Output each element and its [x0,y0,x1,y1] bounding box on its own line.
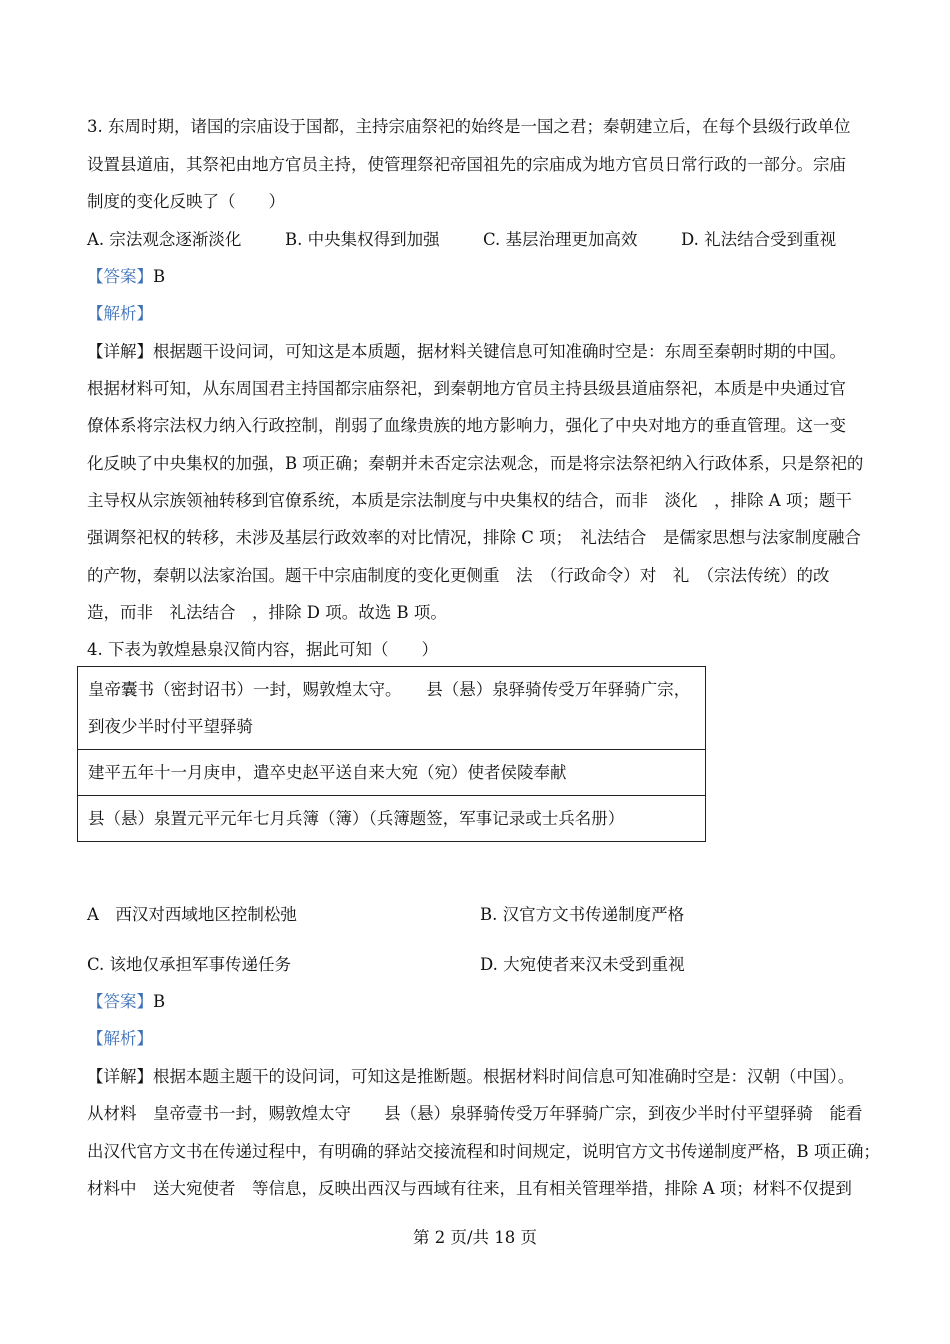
q3-detail-line-4: 化反映了中央集权的加强，B 项正确；秦朝并未否定宗法观念，而是将宗法祭祀纳入行政体系，只是祭祀的 [87,454,864,473]
table-row [78,667,706,750]
q3-stem-line-3: 制度的变化反映了（ ） [87,192,285,211]
q3-detail-text-1: 根据题干设问词，可知这是本质题，据材料关键信息可知准确时空是：东周至秦朝时期的中国。 [153,342,846,361]
q3-detail-line-2: 根据材料可知，从东周国君主持国都宗庙祭祀，到秦朝地方官员主持县级县道庙祭祀，本质是中央通过官 [87,379,846,398]
q4-detail-text-1: 根据本题主题干的设问词，可知这是推断题。根据材料时间信息可知准确时空是：汉朝（中国）。 [153,1067,855,1086]
q3-detail-line-3: 僚体系将宗法权力纳入行政控制，削弱了血缘贵族的地方影响力，强化了中央对地方的垂直管理。这一变 [87,416,846,435]
table-cell [78,667,706,750]
table-cell: 建平五年十一月庚申，遣卒史赵平送自来大宛（宛）使者侯陵奉献 [78,750,706,796]
q4-answer-tag: 【答案】 [87,992,153,1011]
table-cell-line: 皇帝囊书（密封诏书）一封，赐敦煌太守。 县（悬）泉驿骑传受万年驿骑广宗， [88,680,691,699]
q3-option-a: A. 宗法观念逐渐淡化 [87,230,242,249]
source-table [77,666,706,842]
q4-detail-line-3: 出汉代官方文书在传递过程中，有明确的驿站交接流程和时间规定，说明官方文书传递制度严格，B 项正确； [87,1142,880,1161]
q3-detail-line-1 [87,340,846,364]
q4-analysis-tag: 【解析】 [87,1029,153,1048]
q3-answer [87,265,165,289]
q3-analysis-tag: 【解析】 [87,304,153,323]
q4-detail-line-4: 材料中 送大宛使者 等信息，反映出西汉与西域有往来，且有相关管理举措，排除 A 项；材料不仅提到 [87,1179,852,1198]
q3-option-b: B. 中央集权得到加强 [285,230,440,249]
q3-option-c: C. 基层治理更加高效 [483,230,638,249]
q3-stem-line-2: 设置县道庙，其祭祀由地方官员主持，使管理祭祀帝国祖先的宗庙成为地方官员日常行政的一部分。宗庙 [87,155,846,174]
q4-option-b: B. 汉官方文书传递制度严格 [480,905,685,924]
q3-detail-line-8: 造，而非 礼法结合 ，排除 D 项。故选 B 项。 [87,603,447,622]
table-cell-line: 到夜少半时付平望驿骑 [88,717,253,736]
q4-detail-tag: 【详解】 [87,1067,153,1086]
q3-stem-line-1: 3. 东周时期，诸国的宗庙设于国都，主持宗庙祭祀的始终是一国之君；秦朝建立后，在每个县级行政单位 [87,117,851,136]
q3-answer-value: B [153,267,166,286]
q3-detail-line-5: 主导权从宗族领袖转移到官僚系统，本质是宗法制度与中央集权的结合，而非 淡化 ，排除 A 项；题干 [87,491,852,510]
q3-detail-line-7: 的产物，秦朝以法家治国。题干中宗庙制度的变化更侧重 法 （行政命令）对 礼 （宗法传统）的改 [87,566,830,585]
q3-option-d: D. 礼法结合受到重视 [681,230,837,249]
table-cell: 县（悬）泉置元平元年七月兵簿（簿）（兵簿题签，军事记录或士兵名册） [78,796,706,842]
q4-option-c: C. 该地仅承担军事传递任务 [87,955,292,974]
q3-detail-line-6: 强调祭祀权的转移，未涉及基层行政效率的对比情况，排除 C 项； 礼法结合 是儒家思想与法家制度融合 [87,528,861,547]
q4-option-d: D. 大宛使者来汉未受到重视 [480,955,685,974]
q3-detail-tag: 【详解】 [87,342,153,361]
q4-answer [87,990,165,1014]
q4-answer-value: B [153,992,166,1011]
q4-detail-line-2: 从材料 皇帝壹书一封，赐敦煌太守 县（悬）泉驿骑传受万年驿骑广宗，到夜少半时付平望驿骑 能看 [87,1104,863,1123]
q3-answer-tag: 【答案】 [87,267,153,286]
q4-detail-line-1 [87,1065,854,1089]
q4-stem: 4. 下表为敦煌悬泉汉简内容，据此可知（ ） [87,640,438,659]
q4-option-a: A 西汉对西域地区控制松弛 [87,905,297,924]
table-row [78,750,706,796]
table-row [78,796,706,842]
page-footer: 第 2 页/共 18 页 [412,1228,538,1247]
